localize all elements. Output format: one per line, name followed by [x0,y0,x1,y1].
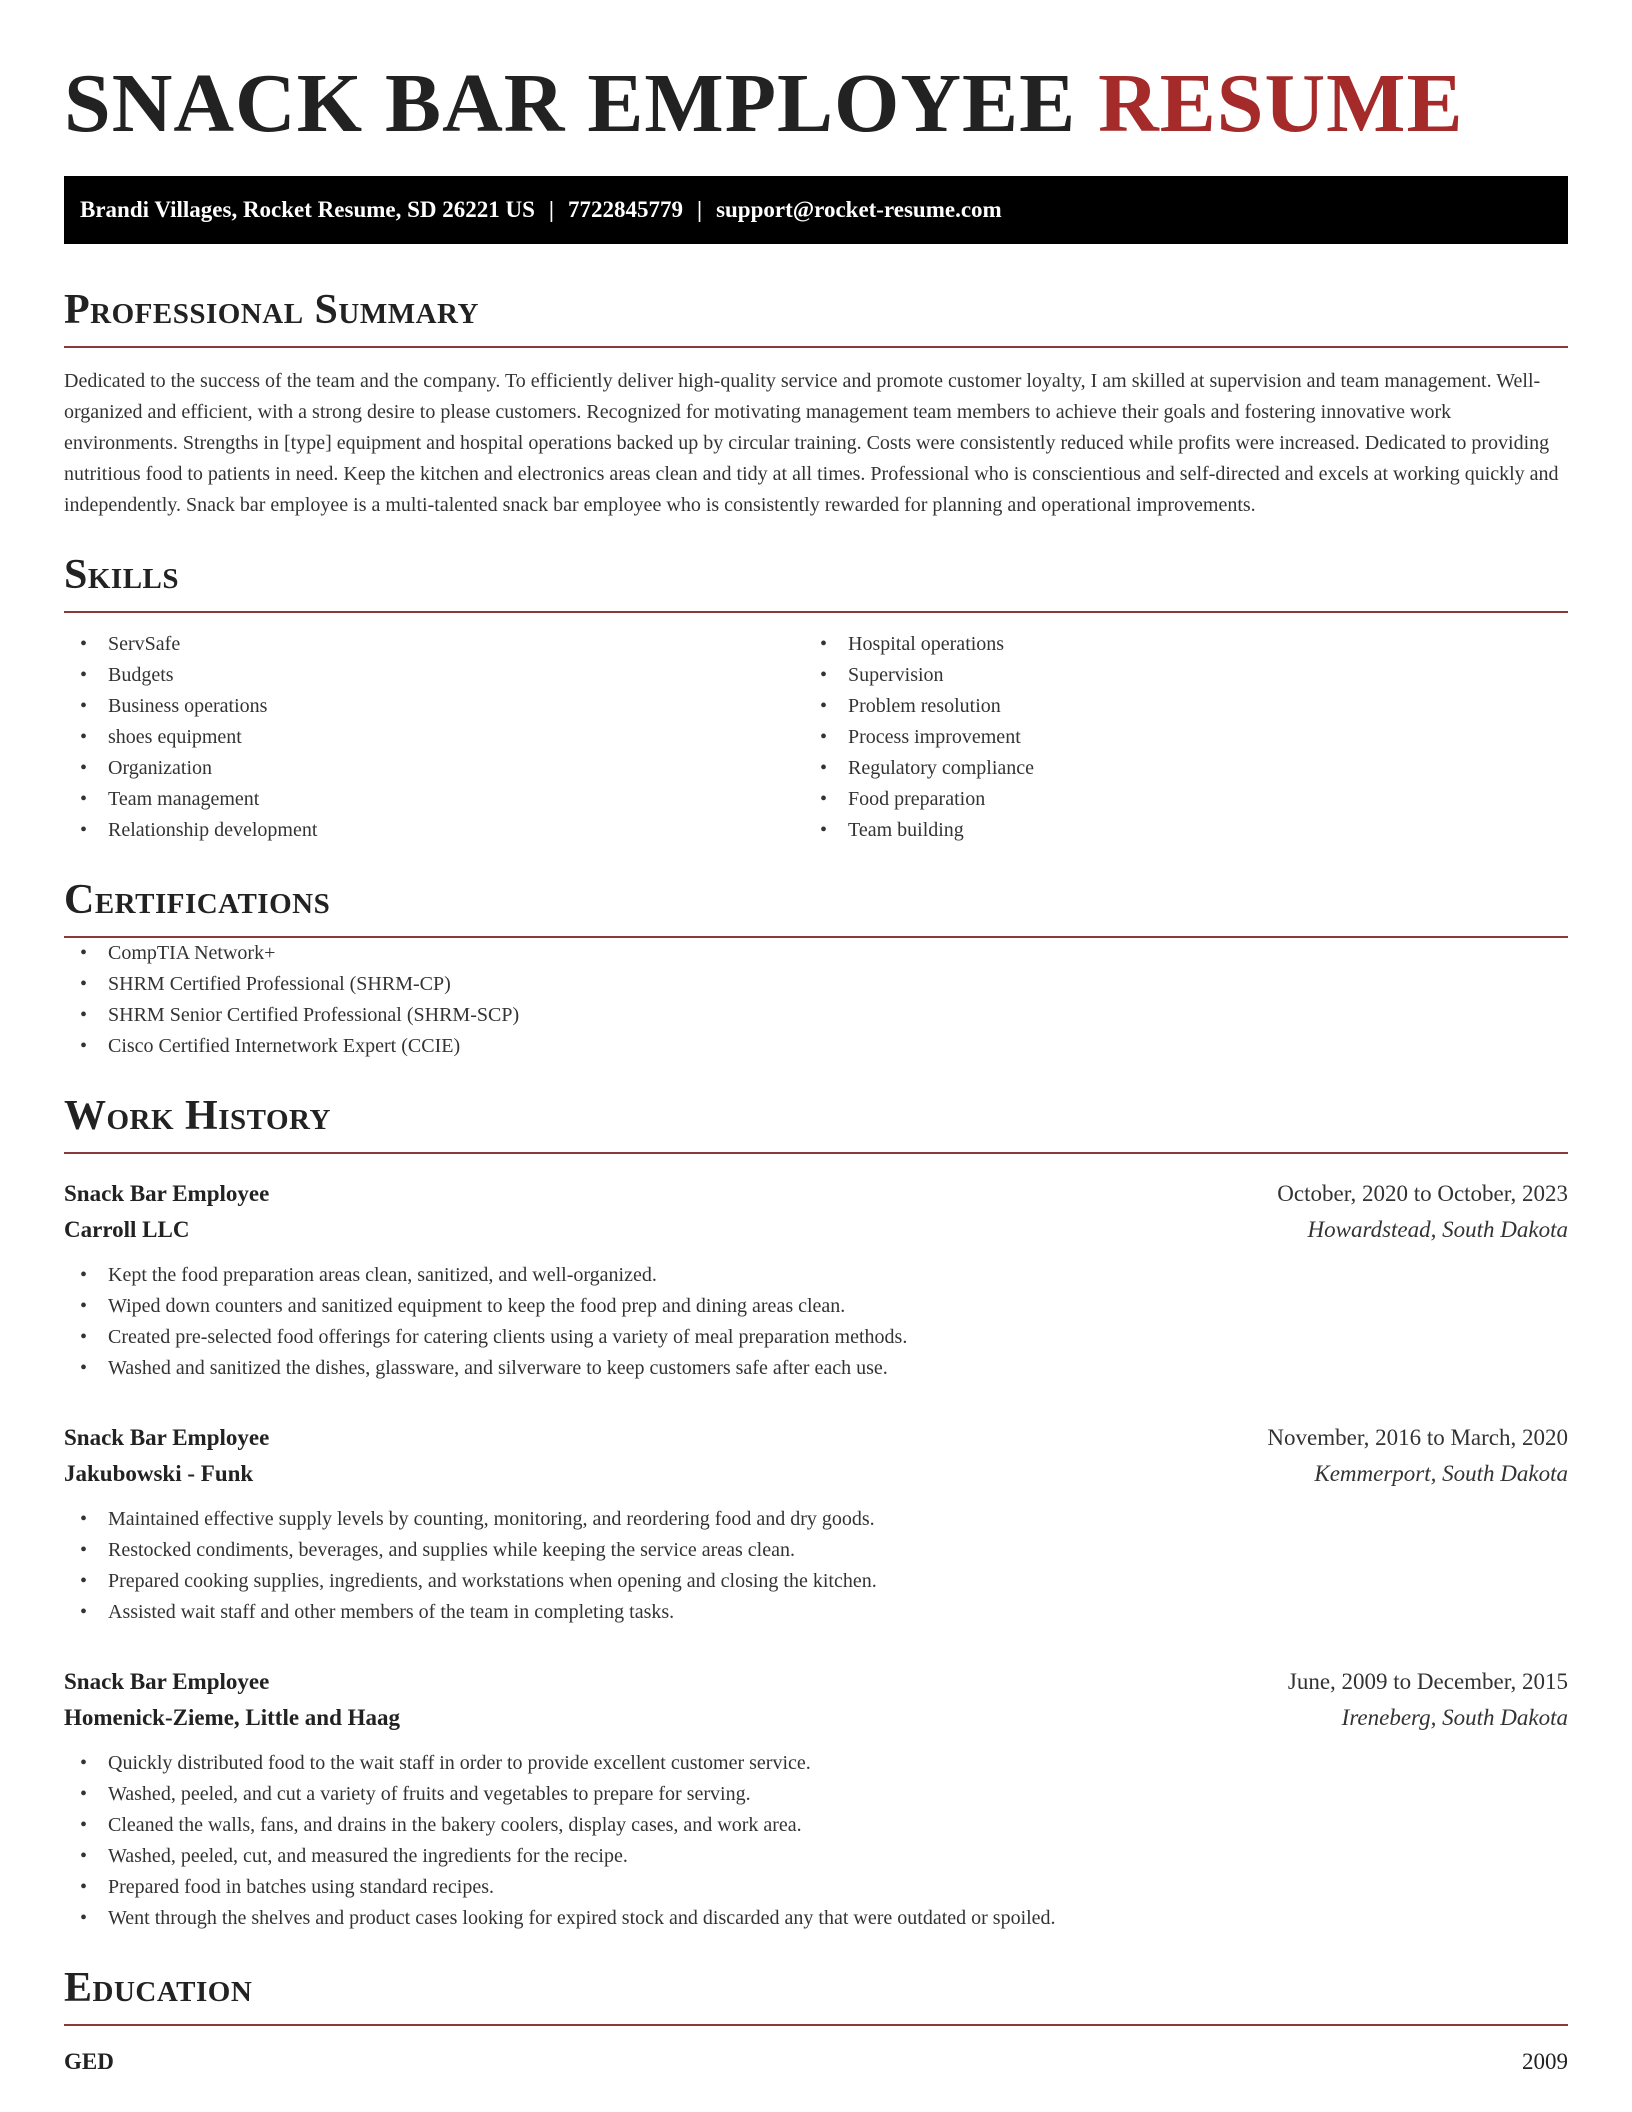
job-duty: • Washed, peeled, and cut a variety of fruits and vegetables to prepare for serving. [64,1779,1568,1810]
skill-item: • ServSafe [64,629,804,660]
job-duties-list [64,1260,1568,1384]
job-company-row [64,1456,1568,1492]
section-divider [64,346,1568,348]
job-entry [64,1420,1568,1628]
job-dates: June, 2009 to December, 2015 [1287,1669,1568,1694]
contact-separator: | [696,197,703,222]
job-duty: • Kept the food preparation areas clean, sanitized, and well-organized. [64,1260,1568,1291]
job-duty: • Restocked condiments, beverages, and supplies while keeping the service areas clean. [64,1535,1568,1566]
title-main: SNACK BAR EMPLOYEE [64,57,1077,150]
skills-list-right [804,629,1544,846]
certifications-list [64,938,1568,1062]
contact-bar [64,176,1568,244]
skill-item: • Process improvement [804,722,1544,753]
job-duty: • Prepared food in batches using standard recipes. [64,1872,1568,1903]
job-duties-list [64,1504,1568,1628]
job-duty: • Maintained effective supply levels by counting, monitoring, and reordering food and dry goods. [64,1504,1568,1535]
job-company: Homenick-Zieme, Little and Haag [64,1705,401,1730]
skill-item: • Hospital operations [804,629,1544,660]
section-heading: Professional Summary [64,287,479,333]
job-duty: • Quickly distributed food to the wait staff in order to provide excellent customer service. [64,1748,1568,1779]
education-degree: GED [64,2049,114,2074]
job-duty: • Washed and sanitized the dishes, glassware, and silverware to keep customers safe after each use. [64,1353,1568,1384]
job-duties-list [64,1748,1568,1934]
job-entry [64,1664,1568,1934]
title-accent: RESUME [1098,57,1464,150]
job-duty: • Prepared cooking supplies, ingredients, and workstations when opening and closing the kitchen. [64,1566,1568,1597]
job-header-row [64,1664,1568,1700]
section-heading: Work History [64,1093,331,1139]
section-divider [64,2024,1568,2026]
job-location: Howardstead, South Dakota [1307,1217,1568,1242]
education-year: 2009 [1522,2049,1568,2074]
job-duty: • Created pre-selected food offerings for catering clients using a variety of meal preparation methods. [64,1322,1568,1353]
section-divider [64,1152,1568,1154]
section-divider [64,611,1568,613]
job-location: Kemmerport, South Dakota [1314,1461,1568,1486]
contact-separator: | [548,197,554,222]
skill-item: • Relationship development [64,815,804,846]
certification-item: • Cisco Certified Internetwork Expert (CCIE) [64,1031,1568,1062]
certifications-section [64,874,1568,1062]
job-duty: • Assisted wait staff and other members of the team in completing tasks. [64,1597,1568,1628]
job-duty: • Went through the shelves and product cases looking for expired stock and discarded any that were outdated or spoiled. [64,1903,1568,1934]
job-company-row [64,1700,1568,1736]
contact-address: Brandi Villages, Rocket Resume, SD 26221 US [80,197,535,222]
resume-title [64,56,1568,152]
skill-item: • Team management [64,784,804,815]
section-heading: Skills [64,552,180,598]
certification-item: • SHRM Certified Professional (SHRM-CP) [64,969,1568,1000]
section-heading: Education [64,1965,253,2011]
skill-item: • Supervision [804,660,1544,691]
skills-list-left [64,629,804,846]
certification-item: • CompTIA Network+ [64,938,1568,969]
skill-item: • Team building [804,815,1544,846]
job-duty: • Wiped down counters and sanitized equipment to keep the food prep and dining areas clean. [64,1291,1568,1322]
job-company: Carroll LLC [64,1217,190,1242]
contact-email: support@rocket-resume.com [716,197,1002,222]
skill-item: • Problem resolution [804,691,1544,722]
summary-text: Dedicated to the success of the team and the company. To efficiently deliver high-quality service and promote customer loyalty, I am skilled at supervision and team management. Well-organized and efficient, with a strong desire to please customers. Recognized for motivating management team members to achieve their goals and fostering innovative work environments. Strengths in [type] equipment and hospital operations backed up by circular training. Costs were consistently reduced while profits were increased. Dedicated to providing nutritious food to patients in need. Keep the kitchen and electronics areas clean and tidy at all times. Professional who is conscientious and self-directed and excels at working quickly and independently. Snack bar employee is a multi-talented snack bar employee who is consistently rewarded for planning and operational improvements. [64,370,1559,516]
skill-item: • Business operations [64,691,804,722]
job-entry [64,1176,1568,1384]
certification-item: • SHRM Senior Certified Professional (SHRM-SCP) [64,1000,1568,1031]
work-history-section [64,1090,1568,1934]
skill-item: • Organization [64,753,804,784]
job-location: Ireneberg, South Dakota [1341,1705,1568,1730]
job-dates: November, 2016 to March, 2020 [1267,1425,1568,1450]
skill-item: • Regulatory compliance [804,753,1544,784]
skill-item: • Food preparation [804,784,1544,815]
skills-section [64,549,1568,846]
skills-grid [64,629,1568,846]
job-header-row [64,1176,1568,1212]
education-row [64,2044,1568,2080]
education-section [64,1962,1568,2080]
job-dates: October, 2020 to October, 2023 [1277,1181,1568,1206]
summary-section [64,284,1568,521]
job-duty: • Cleaned the walls, fans, and drains in the bakery coolers, display cases, and work area. [64,1810,1568,1841]
job-header-row [64,1420,1568,1456]
job-title: Snack Bar Employee [64,1181,270,1206]
job-company-row [64,1212,1568,1248]
section-heading: Certifications [64,877,331,923]
job-title: Snack Bar Employee [64,1425,270,1450]
job-duty: • Washed, peeled, cut, and measured the ingredients for the recipe. [64,1841,1568,1872]
skill-item: • Budgets [64,660,804,691]
job-title: Snack Bar Employee [64,1669,270,1694]
contact-phone: 7722845779 [567,197,683,222]
skill-item: • shoes equipment [64,722,804,753]
job-company: Jakubowski - Funk [64,1461,254,1486]
